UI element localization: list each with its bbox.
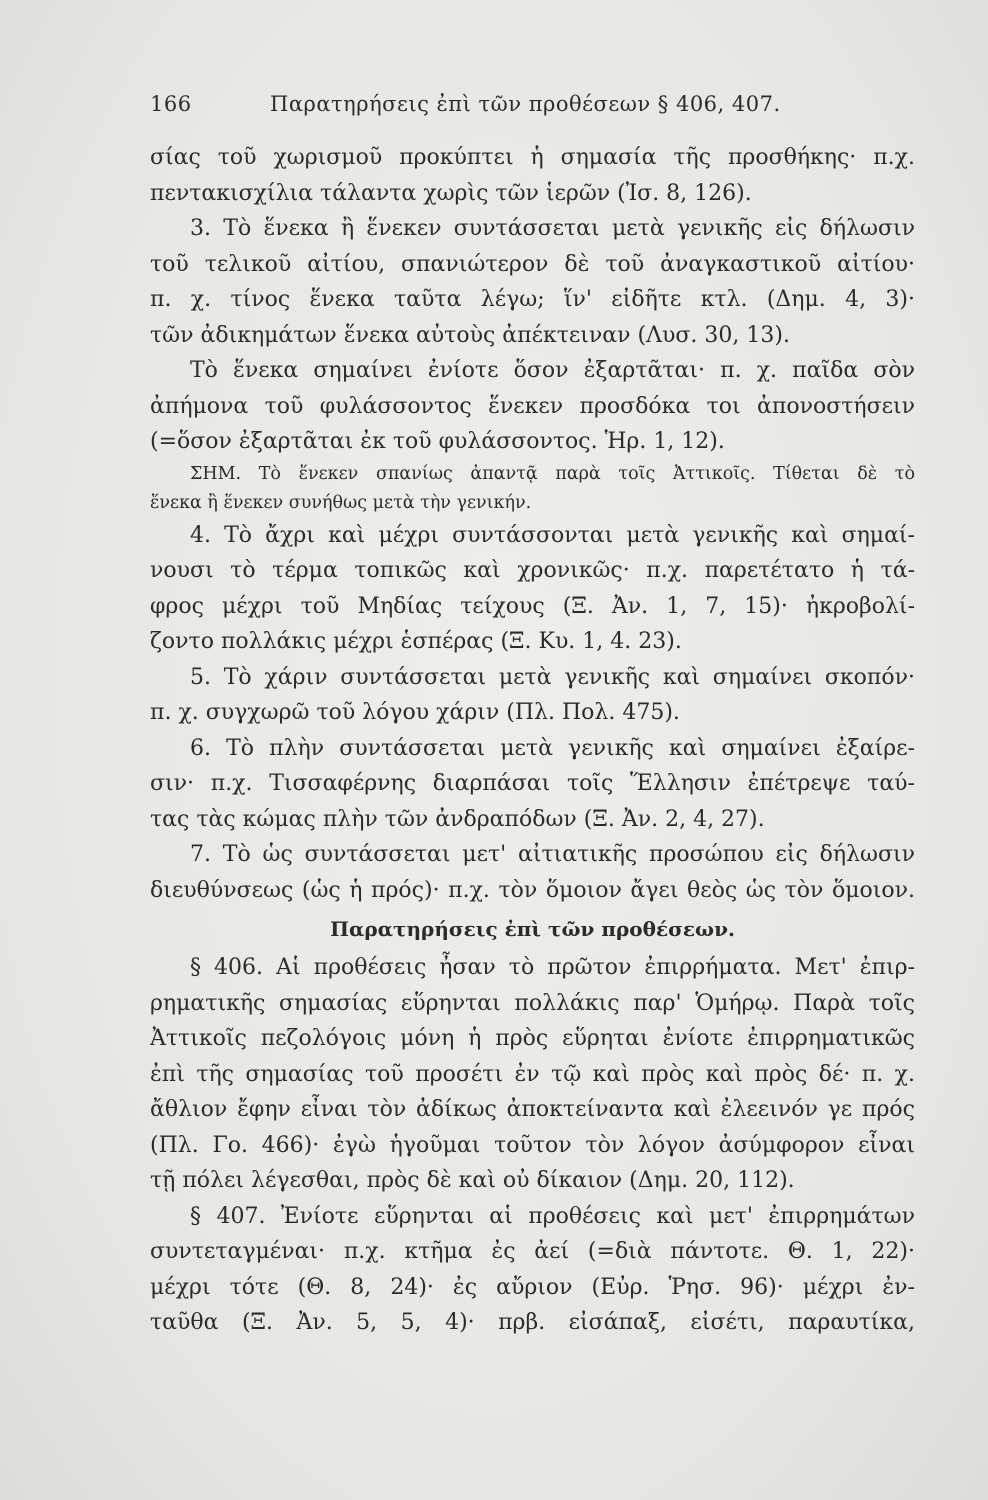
text-line: νουσι τὸ τέρμα τοπικῶς καὶ χρονικῶς· π.χ. παρετέτατο ἡ τά- [150, 558, 915, 583]
text-line: ἐπὶ τῆς σημασίας τοῦ προσέτι ἐν τῷ καὶ πρὸς καὶ πρὸς δέ· π. χ. [150, 1061, 915, 1087]
text-line: ἄθλιον ἔφην εἶναι τὸν ἀδίκως ἀποκτείναντα καὶ ἐλεεινόν γε πρός [150, 1097, 915, 1122]
paragraph-start: § 407. Ἐνίοτε εὕρηνται αἱ προθέσεις καὶ μετ' ἐπιρρημάτων [190, 1203, 915, 1229]
text-line: τας τὰς κώμας πλὴν τῶν ἀνδραπόδων (Ξ. Ἀν. 2, 4, 27). [150, 806, 765, 832]
paragraph-start: 4. Τὸ ἄχρι καὶ μέχρι συντάσσονται μετὰ γενικῆς καὶ σημαί- [190, 522, 915, 548]
text-line: ρηματικῆς σημασίας εὕρηνται πολλάκις παρ' Ὁμήρῳ. Παρὰ τοῖς [150, 990, 915, 1016]
body-text [150, 140, 915, 1341]
running-title: Παρατηρήσεις ἐπὶ τῶν προθέσεων § 406, 407. [270, 92, 781, 116]
note-line: ἕνεκα ἢ ἕνεκεν συνήθως μετὰ τὴν γενικήν. [150, 492, 532, 513]
text-line: σιν· π.χ. Τισσαφέρνης διαρπάσαι τοῖς Ἕλλησιν ἐπέτρεψε ταύ- [150, 771, 915, 796]
text-line: τοῦ τελικοῦ αἰτίου, σπανιώτερον δὲ τοῦ ἀναγκαστικοῦ αἰτίου· [150, 251, 915, 277]
paragraph-start: 3. Τὸ ἕνεκα ἢ ἕνεκεν συντάσσεται μετὰ γενικῆς εἰς δήλωσιν [190, 216, 915, 241]
note-line: ΣΗΜ. Τὸ ἕνεκεν σπανίως ἀπαντᾷ παρὰ τοῖς Ἀττικοῖς. Τίθεται δὲ τὸ [190, 463, 915, 484]
paragraph-start: 7. Τὸ ὡς συντάσσεται μετ' αἰτιατικῆς προσώπου εἰς δήλωσιν [190, 842, 915, 867]
section-heading: Παρατηρήσεις ἐπὶ τῶν προθέσεων. [330, 917, 735, 941]
text-line: τῇ πόλει λέγεσθαι, πρὸς δὲ καὶ οὐ δίκαιον (Δημ. 20, 112). [150, 1168, 795, 1193]
text-line: συντεταγμέναι· π.χ. κτῆμα ἐς ἀεί (=διὰ πάντοτε. Θ. 1, 22)· [150, 1239, 915, 1264]
text-line: μέχρι τότε (Θ. 8, 24)· ἐς αὔριον (Εὐρ. Ῥησ. 96)· μέχρι ἐν- [150, 1274, 915, 1300]
running-header [150, 92, 910, 116]
text-line: (Πλ. Γο. 466)· ἐγὼ ἡγοῦμαι τοῦτον τὸν λόγον ἀσύμφορον εἶναι [150, 1132, 915, 1158]
paragraph-start: Τὸ ἕνεκα σημαίνει ἐνίοτε ὅσον ἐξαρτᾶται· π. χ. παῖδα σὸν [190, 358, 915, 383]
paragraph-start: 5. Τὸ χάριν συντάσσεται μετὰ γενικῆς καὶ σημαίνει σκοπόν· [190, 664, 915, 690]
text-line: ἀπήμονα τοῦ φυλάσσοντος ἕνεκεν προσδόκα τοι ἀπονοστήσειν [150, 393, 915, 419]
text-line: (=ὅσον ἐξαρτᾶται ἐκ τοῦ φυλάσσοντος. Ἡρ. 1, 12). [150, 429, 725, 454]
paragraph-start: § 406. Αἱ προθέσεις ἦσαν τὸ πρῶτον ἐπιρρήματα. Μετ' ἐπιρ- [190, 955, 915, 980]
text-line: πεντακισχίλια τάλαντα χωρὶς τῶν ἱερῶν (Ἰσ. 8, 126). [150, 180, 752, 206]
page-number: 166 [150, 92, 192, 116]
text-line: σίας τοῦ χωρισμοῦ προκύπτει ἡ σημασία τῆς προσθήκης· π.χ. [150, 145, 915, 170]
text-line: ταῦθα (Ξ. Ἀν. 5, 5, 4)· πρβ. εἰσάπαξ, εἰσέτι, παραυτίκα, [150, 1310, 915, 1335]
text-line: π. χ. τίνος ἕνεκα ταῦτα λέγω; ἵν' εἰδῆτε κτλ. (Δημ. 4, 3)· [150, 287, 915, 312]
text-line: ζοντο πολλάκις μέχρι ἑσπέρας (Ξ. Κυ. 1, 4. 23). [150, 629, 682, 654]
text-line: διευθύνσεως (ὡς ἡ πρός)· π.χ. τὸν ὅμοιον ἄγει θεὸς ὡς τὸν ὅμοιον. [150, 877, 915, 903]
text-line: Ἀττικοῖς πεζολόγοις μόνη ἡ πρὸς εὕρηται ἐνίοτε ἐπιρρηματικῶς [150, 1026, 915, 1051]
text-line: τῶν ἀδικημάτων ἕνεκα αὐτοὺς ἀπέκτειναν (Λυσ. 30, 13). [150, 322, 790, 348]
text-line: π. χ. συγχωρῶ τοῦ λόγου χάριν (Πλ. Πολ. 475). [150, 700, 680, 725]
paragraph-start: 6. Τὸ πλὴν συντάσσεται μετὰ γενικῆς καὶ σημαίνει ἐξαίρε- [190, 735, 915, 761]
text-line: φρος μέχρι τοῦ Μηδίας τείχους (Ξ. Ἀν. 1, 7, 15)· ἠκροβολί- [150, 593, 915, 619]
